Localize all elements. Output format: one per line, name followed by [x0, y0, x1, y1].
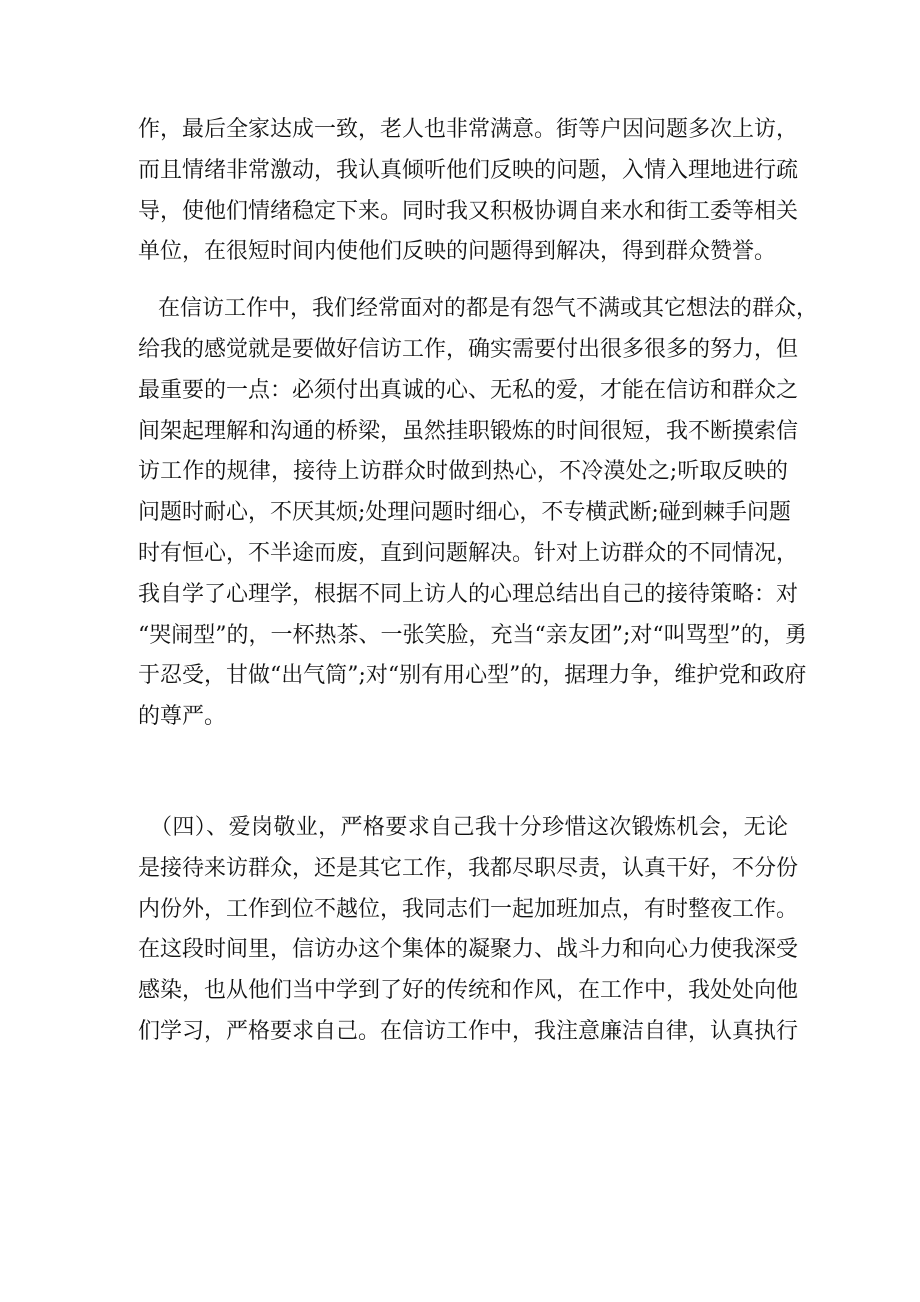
text-line: 问题时耐心，不厌其烦;处理问题时细心，不专横武断;碰到棘手问题	[138, 500, 791, 526]
text-line: 我自学了心理学，根据不同上访人的心理总结出自己的接待策略：对	[138, 581, 799, 607]
text-line: 访工作的规律，接待上访群众时做到热心，不冷漠处之;听取反映的	[138, 459, 788, 485]
text-line: 单位，在很短时间内使他们反映的问题得到解决，得到群众赞誉。	[138, 239, 777, 265]
text-line: 间架起理解和沟通的桥梁，虽然挂职锻炼的时间很短，我不断摸索信	[138, 418, 799, 444]
text-line: 在信访工作中，我们经常面对的都是有怨气不满或其它想法的群众，	[158, 296, 819, 322]
paragraph-spacer	[138, 738, 788, 808]
text-line: 作，最后全家达成一致，老人也非常满意。街等户因问题多次上访，	[138, 117, 799, 142]
text-line: 导，使他们情绪稳定下来。同时我又积极协调自来水和街工委等相关	[138, 198, 799, 224]
paragraph-1	[138, 110, 799, 273]
text-line: 内份外，工作到位不越位，我同志们一起加班加点，有时整夜工作。	[138, 896, 799, 922]
text-line: 而且情绪非常激动，我认真倾听他们反映的问题，入情入理地进行疏	[138, 157, 799, 183]
text-line: 的尊严。	[138, 704, 227, 730]
text-line: 于忍受，甘做“出气筒”;对“别有用心型”的，据理力争，维护党和政府	[138, 663, 807, 689]
text-line: 感染，也从他们当中学到了好的传统和作风，在工作中，我处处向他	[138, 978, 799, 1004]
text-line: 在这段时间里，信访办这个集体的凝聚力、战斗力和向心力使我深受	[138, 937, 799, 963]
text-line: （四）、爱岗敬业，严格要求自己我十分珍惜这次锻炼机会，无论	[150, 814, 788, 840]
paragraph-spacer	[138, 273, 788, 289]
paragraph-2	[138, 289, 819, 738]
text-line: 给我的感觉就是要做好信访工作，确实需要付出很多很多的努力，但	[138, 336, 799, 362]
text-line: 时有恒心，不半途而废，直到问题解决。针对上访群众的不同情况，	[138, 540, 799, 566]
text-line: 是接待来访群众，还是其它工作，我都尽职尽责，认真干好，不分份	[138, 855, 799, 881]
text-line: 最重要的一点：必须付出真诚的心、无私的爱，才能在信访和群众之	[138, 377, 799, 403]
text-line: 们学习，严格要求自己。在信访工作中，我注意廉洁自律，认真执行	[138, 1018, 799, 1044]
paragraph-3	[138, 808, 799, 1053]
text-line: “哭闹型”的，一杯热茶、一张笑脸，充当“亲友团”;对“叫骂型”的，勇	[138, 622, 807, 648]
document-body	[138, 110, 819, 1053]
